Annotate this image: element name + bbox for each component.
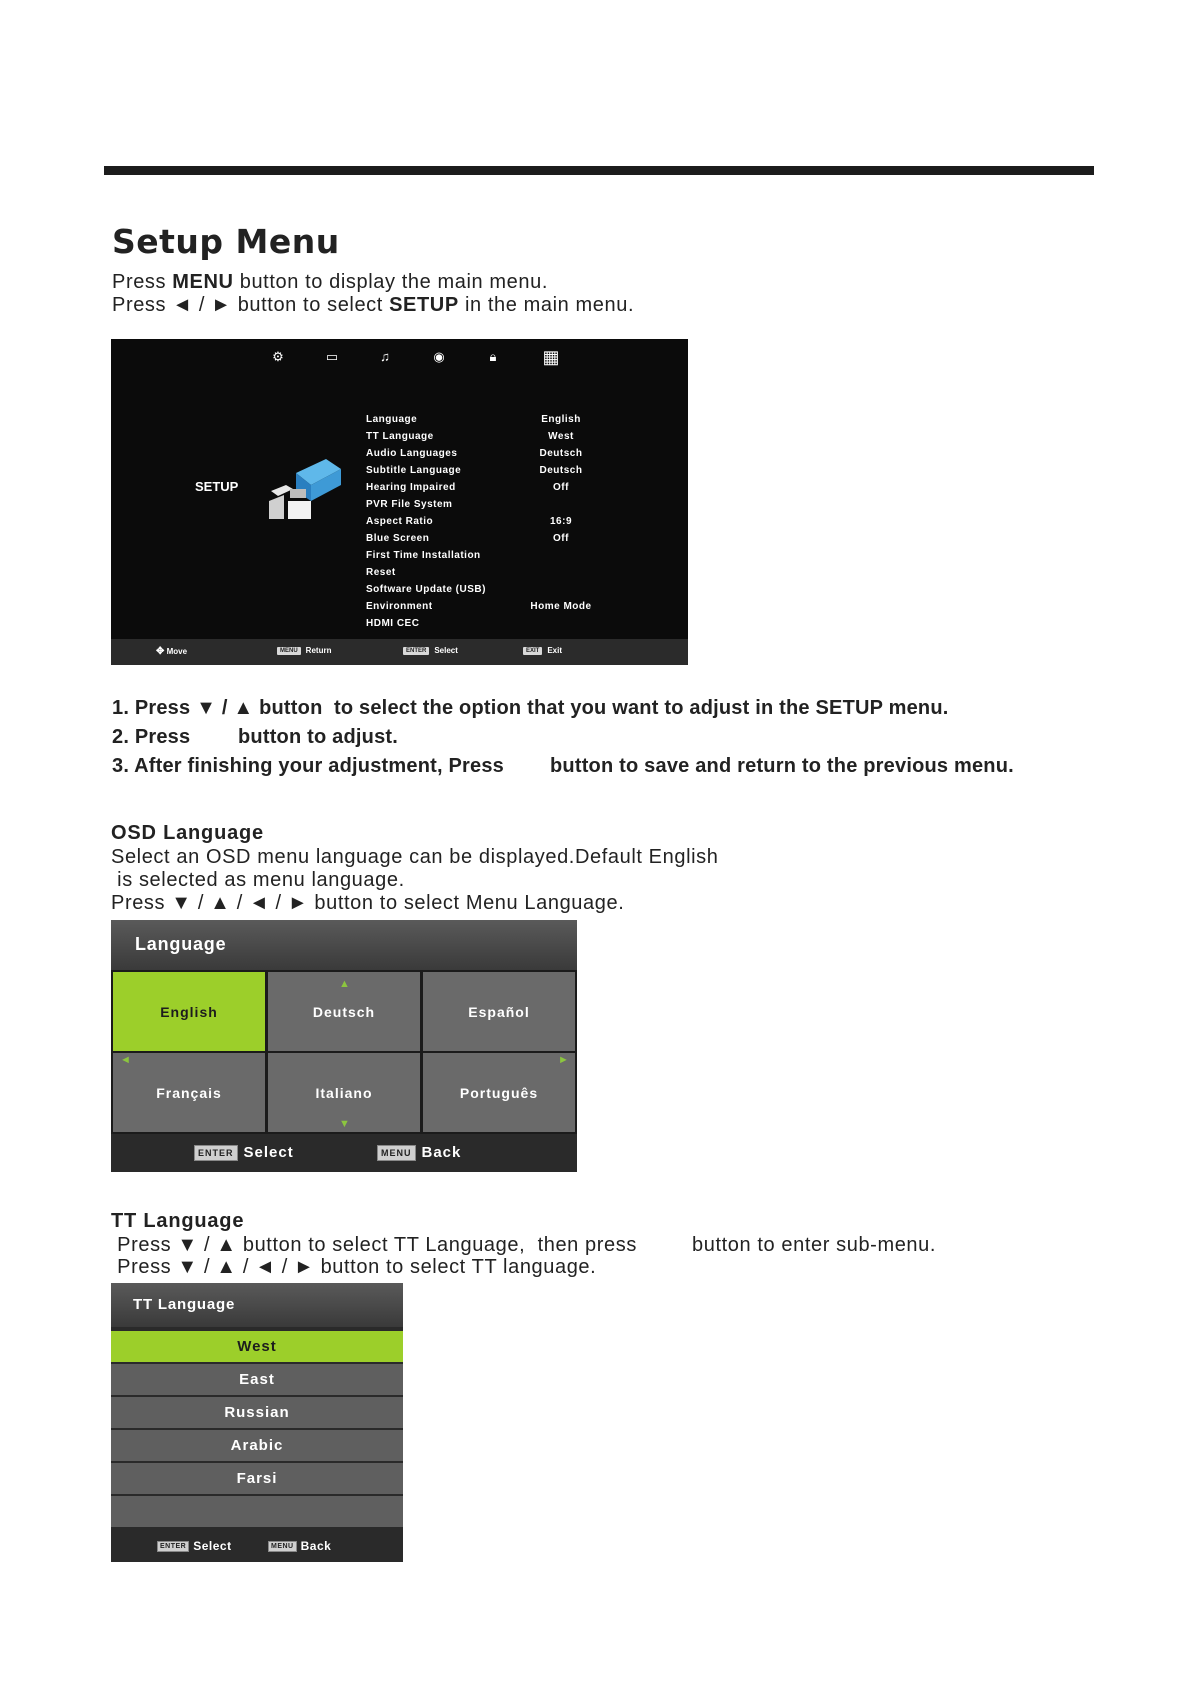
setup-menu-item[interactable] — [366, 601, 676, 617]
setup-menu-item[interactable] — [366, 516, 676, 532]
language-dialog-header: Language — [111, 920, 577, 970]
tt-dialog-footer — [111, 1531, 403, 1562]
setup-menu-item[interactable] — [366, 414, 676, 430]
tt-line-2: Press ▼ / ▲ / ◄ / ► button to select TT language. — [111, 1256, 597, 1278]
setup-menu-item-label: Language — [366, 414, 418, 425]
arrow-up-icon[interactable]: ▲ — [339, 978, 350, 990]
tt-option-west[interactable]: West — [111, 1331, 403, 1362]
setup-menu-item-value: 16:9 — [549, 516, 572, 527]
setup-menu-item-label: PVR File System — [366, 499, 453, 510]
tt-option-russian[interactable]: Russian — [111, 1397, 403, 1428]
step-2-cont: button to adjust. — [238, 726, 399, 748]
step-3: 3. After finishing your adjustment, Press — [112, 755, 504, 777]
page-title: Setup Menu — [112, 222, 340, 261]
setup-menu-item[interactable] — [366, 465, 676, 481]
step-3-cont: button to save and return to the previous menu. — [550, 755, 1014, 777]
language-option-english[interactable]: English — [113, 972, 265, 1051]
setup-menu-item[interactable] — [366, 431, 676, 447]
setup-menu-item-value: Off — [553, 533, 569, 544]
tt-line-1-cont: button to enter sub-menu. — [692, 1234, 937, 1256]
setup-menu-item-value: English — [541, 414, 581, 425]
setup-menu-item-value: Deutsch — [539, 448, 583, 459]
language-option-francais[interactable]: Français — [113, 1053, 265, 1132]
setup-menu-item-value: Deutsch — [539, 465, 583, 476]
setup-menu-item-value: West — [548, 431, 574, 442]
setup-menu-item-label: Hearing Impaired — [366, 482, 456, 493]
setup-cubes-icon — [266, 451, 341, 521]
tt-option-east[interactable]: East — [111, 1364, 403, 1395]
enter-key-icon: ENTER — [194, 1145, 238, 1161]
tt-option-empty — [111, 1496, 403, 1527]
setup-menu-item[interactable] — [366, 482, 676, 498]
arrow-down-icon[interactable]: ▼ — [339, 1118, 350, 1130]
arrow-left-icon[interactable]: ◄ — [120, 1054, 131, 1066]
setup-menu-item[interactable] — [366, 618, 676, 634]
header-rule — [104, 166, 1094, 175]
music-icon[interactable]: ♫ — [380, 349, 390, 364]
arrow-right-icon[interactable]: ► — [558, 1054, 569, 1066]
menu-key-icon: MENU — [268, 1541, 297, 1552]
setup-menu-item-label: Blue Screen — [366, 533, 430, 544]
back-hint: MENU Back — [377, 1144, 461, 1161]
enter-key-icon: ENTER — [403, 647, 429, 655]
setup-menu-item-label: First Time Installation — [366, 550, 481, 561]
setup-label: SETUP — [195, 479, 239, 494]
setup-menu-item-label: TT Language — [366, 431, 434, 442]
setup-menu-item[interactable] — [366, 567, 676, 583]
setup-menu-item[interactable] — [366, 499, 676, 515]
lock-icon[interactable]: 🔒︎ — [489, 349, 497, 364]
setup-menu-item[interactable] — [366, 533, 676, 549]
exit-key-icon: EXIT — [523, 647, 542, 655]
language-dialog — [111, 920, 577, 1172]
select-hint: ENTER Select — [194, 1144, 294, 1161]
menu-key-icon: MENU — [377, 1145, 416, 1161]
select-hint: ENTER Select — [157, 1539, 232, 1553]
setup-menu-item[interactable] — [366, 550, 676, 566]
setup-menu-item-label: Environment — [366, 601, 433, 612]
menu-key-icon: MENU — [277, 647, 301, 655]
setup-menu-item-value: Off — [553, 482, 569, 493]
step-2: 2. Press — [112, 726, 191, 748]
tt-language-dialog — [111, 1283, 403, 1562]
language-option-espanol[interactable]: Español — [423, 972, 575, 1051]
step-1: 1. Press ▼ / ▲ button to select the option that you want to adjust in the SETUP menu. — [112, 697, 949, 719]
tt-dialog-header: TT Language — [111, 1283, 403, 1327]
grid-icon[interactable]: ▦ — [542, 347, 560, 367]
osd-line-3: Press ▼ / ▲ / ◄ / ► button to select Menu Language. — [111, 892, 625, 914]
move-icon: ✥ — [156, 646, 165, 657]
language-option-italiano[interactable]: Italiano — [268, 1053, 420, 1132]
language-dialog-footer — [111, 1134, 577, 1172]
intro-line-1: Press MENU button to display the main menu. — [112, 271, 548, 293]
setup-menu-screen — [111, 339, 688, 665]
setup-menu-item-label: Aspect Ratio — [366, 516, 434, 527]
tt-option-arabic[interactable]: Arabic — [111, 1430, 403, 1461]
move-hint: ✥ Move — [156, 646, 188, 657]
return-hint: MENU Return — [277, 646, 331, 655]
intro-line-2: Press ◄ / ► button to select SETUP in the main menu. — [112, 294, 635, 316]
osd-line-2: is selected as menu language. — [111, 869, 405, 891]
tt-option-farsi[interactable]: Farsi — [111, 1463, 403, 1494]
monitor-icon[interactable]: ▭ — [325, 349, 339, 364]
gear-icon[interactable]: ⚙ — [272, 349, 284, 364]
back-hint: MENU Back — [268, 1539, 331, 1553]
exit-hint: EXIT Exit — [523, 646, 562, 655]
setup-menu-item-label: Software Update (USB) — [366, 584, 486, 595]
tt-heading: TT Language — [111, 1210, 245, 1232]
select-hint: ENTER Select — [403, 646, 458, 655]
osd-heading: OSD Language — [111, 822, 264, 844]
enter-key-icon: ENTER — [157, 1541, 189, 1552]
setup-footer — [111, 639, 688, 665]
setup-menu-item-label: Reset — [366, 567, 396, 578]
setup-menu-item-label: Audio Languages — [366, 448, 458, 459]
clock-icon[interactable]: ◉ — [433, 349, 445, 364]
setup-menu-item[interactable] — [366, 448, 676, 464]
setup-menu-item-label: Subtitle Language — [366, 465, 462, 476]
osd-line-1: Select an OSD menu language can be displayed.Default English — [111, 846, 719, 868]
setup-menu-item-value: Home Mode — [530, 601, 592, 612]
language-option-deutsch[interactable]: Deutsch — [268, 972, 420, 1051]
tt-line-1: Press ▼ / ▲ button to select TT Language, then press — [111, 1234, 637, 1256]
setup-menu-item[interactable] — [366, 584, 676, 600]
language-option-portugues[interactable]: Português — [423, 1053, 575, 1132]
setup-menu-item-label: HDMI CEC — [366, 618, 420, 629]
